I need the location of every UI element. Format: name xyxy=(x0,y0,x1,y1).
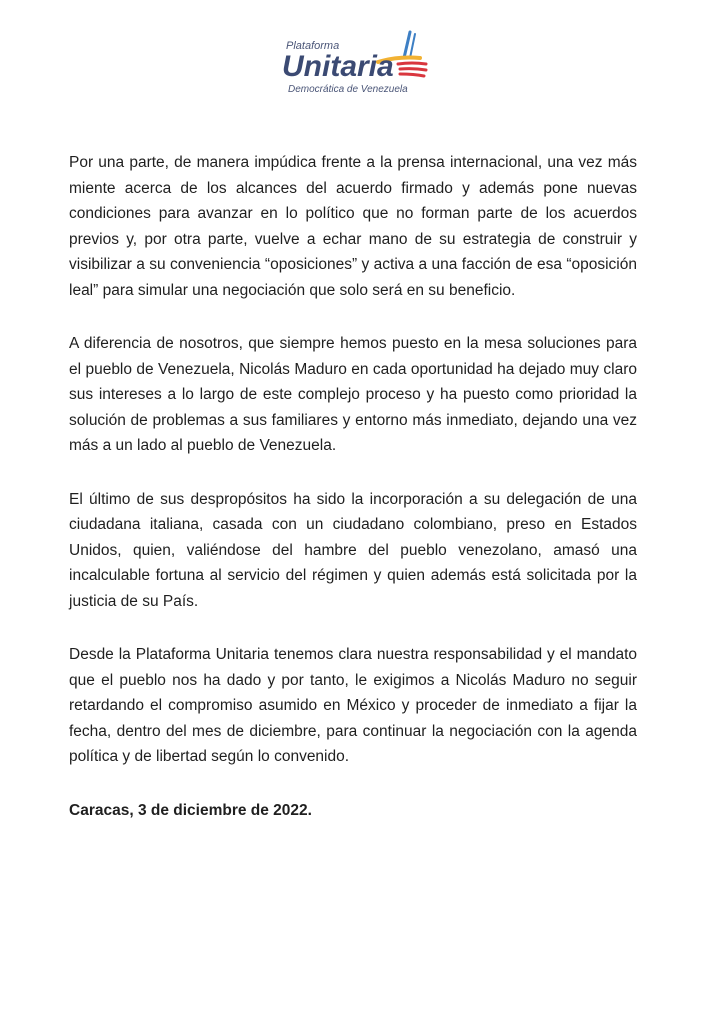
logo-text-main: Unitaria xyxy=(282,50,394,83)
paragraph-1: Por una parte, de manera impúdica frente a la prensa internacional, una vez más miente acerca de los alcances del acuerdo firmado y además pone nuevas condiciones para avanzar en lo político que no forman parte de los acuerdos previos y, por otra parte, vuelve a echar mano de su estrategia de construir y visibilizar a su conveniencia “oposiciones” y activa a una facción de esa “oposición leal” para simular una negociación que solo será en su beneficio. xyxy=(69,154,637,299)
place-and-date: Caracas, 3 de diciembre de 2022. xyxy=(69,802,312,819)
paragraph-2: A diferencia de nosotros, que siempre hemos puesto en la mesa soluciones para el pueblo de Venezuela, Nicolás Maduro en cada oportunidad ha dejado muy claro sus intereses a lo largo de este complejo proceso y ha puesto como prioridad la solución de problemas a sus familiares y entorno más inmediato, dejando una vez más a un lado al pueblo de Venezuela. xyxy=(69,335,637,454)
statement-body xyxy=(69,150,637,798)
organization-logo xyxy=(280,28,430,100)
logo-text-top: Plataforma xyxy=(286,40,340,52)
logo-text-sub: Democrática de Venezuela xyxy=(288,84,408,95)
paragraph-4: Desde la Plataforma Unitaria tenemos clara nuestra responsabilidad y el mandato que el pueblo nos ha dado y por tanto, le exigimos a Nicolás Maduro no seguir retardando el compromiso asumido en México y proceder de inmediato a fijar la fecha, dentro del mes de diciembre, para continuar la negociación con la agenda política y de libertad según lo convenido. xyxy=(69,646,637,765)
paragraph-3: El último de sus despropósitos ha sido la incorporación a su delegación de una ciudadana italiana, casada con un ciudadano colombiano, preso en Estados Unidos, quien, valiéndose del hambre del pueblo venezolano, amasó una incalculable fortuna al servicio del régimen y quien además está solicitada por la justicia de su País. xyxy=(69,490,637,610)
